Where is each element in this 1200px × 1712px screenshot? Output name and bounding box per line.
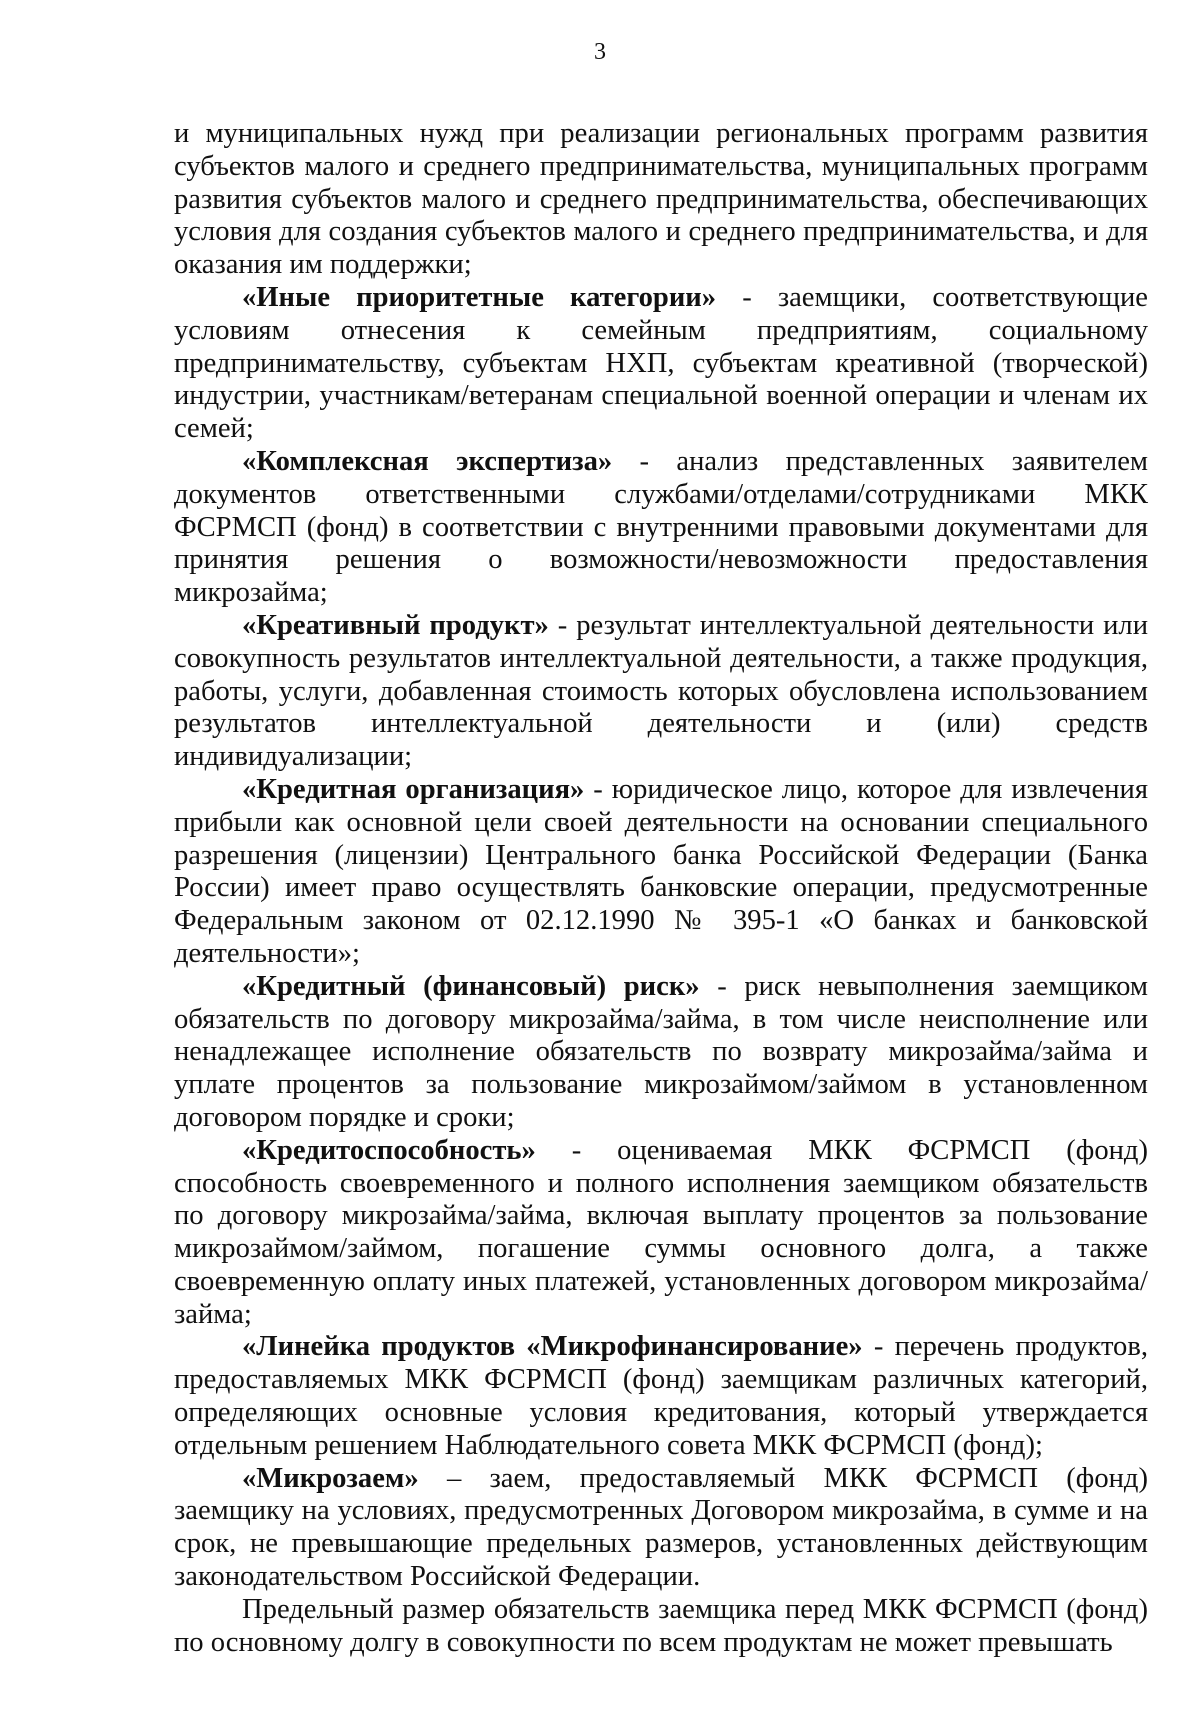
definition-term: «Кредитная организация» xyxy=(242,773,585,805)
definition-term: «Комплексная экспертиза» xyxy=(242,445,613,477)
definition-text: - результат интеллектуальной деятельности или совокупность результатов интеллектуальной деятельности, а также продукция, работы, услуги, добавленная стоимость которых обусловлена использованием результатов интеллектуальной деятельности и (или) средств индивидуализации; xyxy=(174,609,1148,773)
definition-term: «Кредитоспособность» xyxy=(242,1134,536,1166)
definition-text: - заемщики, соответствующие условиям отнесения к семейным предприятиям, социальному предпринимательству, субъектам НХП, субъектам креативной (творческой) индустрии, участникам/ветеранам специальной военной операции и членам их семей; xyxy=(174,281,1148,445)
definition-term: «Иные приоритетные категории» xyxy=(242,281,717,313)
definition-microloan xyxy=(174,1463,1148,1594)
page-number: 3 xyxy=(594,39,606,65)
document-body xyxy=(174,118,1148,1659)
definition-term: «Креативный продукт» xyxy=(242,609,549,641)
definition-text: - оцениваемая МКК ФСРМСП (фонд) способность своевременного и полного исполнения заемщиком обязательств по договору микрозайма/займа, включая выплату процентов за пользование микрозаймом/займом, погашение суммы основного долга, а также своевременную оплату иных платежей, установленных договором микрозайма/займа; xyxy=(174,1134,1148,1330)
paragraph-text: Предельный размер обязательств заемщика перед МКК ФСРМСП (фонд) по основному долгу в совокупности по всем продуктам не может превышать xyxy=(174,1593,1148,1658)
definition-complex-expertise xyxy=(174,446,1148,610)
definition-text: - риск невыполнения заемщиком обязательств по договору микрозайма/займа, в том числе неисполнение или ненадлежащее исполнение обязательств по возврату микрозайма/займа и уплате процентов за пользование микрозаймом/займом в установленном договором порядке и сроки; xyxy=(174,970,1149,1133)
definition-text: - юридическое лицо, которое для извлечения прибыли как основной цели своей деятельности на основании специального разрешения (лицензии) Центрального банка Российской Федерации (Банка России) имеет право осуществлять банковские операции, предусмотренные Федеральным законом от 02.12.1990 № 395-1 «О банках и банковской деятельности»; xyxy=(174,773,1148,969)
definition-other-priority-categories xyxy=(174,282,1148,446)
definition-text: - анализ представленных заявителем документов ответственными службами/отделами/сотрудниками МКК ФСРМСП (фонд) в соответствии с внутренними правовыми документами для принятия решения о возможности/невозможности предоставления микрозайма; xyxy=(174,445,1148,609)
definition-creative-product xyxy=(174,610,1148,774)
definition-term: «Микрозаем» xyxy=(242,1462,419,1494)
paragraph-limit xyxy=(174,1594,1148,1660)
definition-product-line xyxy=(174,1331,1148,1462)
definition-credit-organization xyxy=(174,774,1148,971)
definition-creditworthiness xyxy=(174,1135,1148,1332)
definition-text: - перечень продуктов, предоставляемых МКК ФСРМСП (фонд) заемщикам различных категорий, определяющих основные условия кредитования, который утверждается отдельным решением Наблюдательного совета МКК ФСРМСП (фонд); xyxy=(174,1331,1149,1461)
definition-term: «Кредитный (финансовый) риск» xyxy=(242,970,700,1002)
definition-term: «Линейка продуктов «Микрофинансирование» xyxy=(242,1331,863,1363)
definition-text: – заем, предоставляемый МКК ФСРМСП (фонд) заемщику на условиях, предусмотренных Договором микрозайма, в сумме и на срок, не превышающие предельных размеров, установленных действующим законодательством Российской Федерации. xyxy=(174,1462,1148,1593)
paragraph-continuation xyxy=(174,118,1148,282)
definition-credit-risk xyxy=(174,971,1148,1135)
paragraph-text: и муниципальных нужд при реализации региональных программ развития субъектов малого и среднего предпринимательства, муниципальных программ развития субъектов малого и среднего предпринимательства, обеспечивающих условия для создания субъектов малого и среднего предпринимательства, и для оказания им поддержки; xyxy=(174,118,1148,281)
